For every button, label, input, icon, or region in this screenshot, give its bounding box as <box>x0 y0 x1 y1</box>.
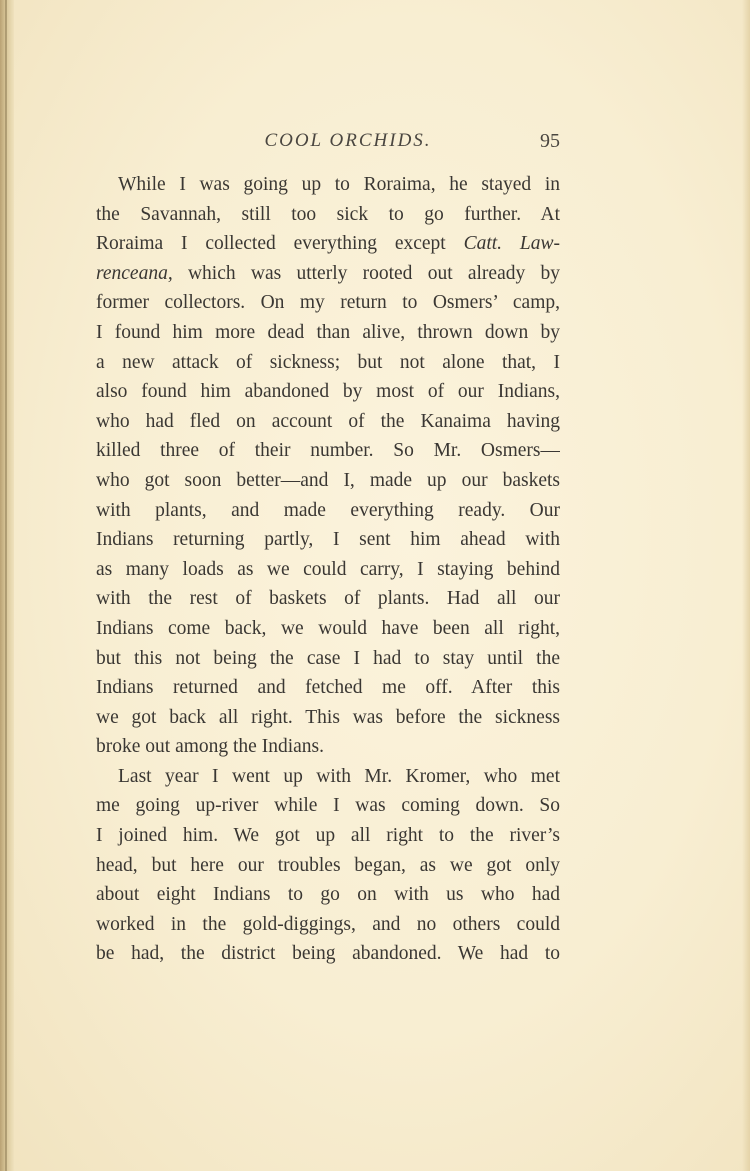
line-text: worked in the gold-diggings, and no others could <box>96 913 560 935</box>
line-text: broke out among the Indians. <box>96 736 324 758</box>
text-line <box>96 259 560 289</box>
line-text: but this not being the case I had to stay until the <box>96 647 560 669</box>
text-line <box>96 407 560 437</box>
text-line <box>96 377 560 407</box>
line-text: killed three of their number. So Mr. Osmers— <box>96 440 560 462</box>
text-line <box>96 703 560 733</box>
text-line <box>96 939 560 969</box>
line-text: While I was going up to Roraima, he stayed in <box>118 174 560 195</box>
text-line <box>96 525 560 555</box>
line-text: Indians returned and fetched me off. After this <box>96 677 560 699</box>
text-line <box>96 436 560 466</box>
line-text: I found him more dead than alive, thrown down by <box>96 321 560 343</box>
line-text: be had, the district being abandoned. We had to <box>96 943 560 965</box>
italic-text: renceana, <box>96 262 173 284</box>
text-line <box>96 614 560 644</box>
line-text: we got back all right. This was before the sickness <box>96 706 560 728</box>
line-text: as many loads as we could carry, I staying behind <box>96 558 560 580</box>
text-line <box>96 288 560 318</box>
line-text: former collectors. On my return to Osmers’ camp, <box>96 292 560 314</box>
line-text: Indians returning partly, I sent him ahead with <box>96 529 560 551</box>
italic-text: Catt. Law- <box>463 233 560 255</box>
text-line <box>96 732 560 762</box>
line-text: with the rest of baskets of plants. Had all our <box>96 588 560 610</box>
text-line <box>96 555 560 585</box>
text-line <box>96 584 560 614</box>
body-text <box>96 170 560 969</box>
text-line <box>96 910 560 940</box>
line-text: me going up-river while I was coming down. So <box>96 795 560 817</box>
line-text: Roraima I collected everything except <box>96 233 464 255</box>
page-number: 95 <box>540 130 560 152</box>
line-text: also found him abandoned by most of our Indians, <box>96 381 560 403</box>
text-line <box>96 496 560 526</box>
line-text: Last year I went up with Mr. Kromer, who met <box>118 765 560 787</box>
line-text: the Savannah, still too sick to go further. At <box>96 203 560 225</box>
text-line <box>96 791 560 821</box>
page-edge-shadow <box>742 0 750 1171</box>
line-text: which was utterly rooted out already by <box>172 262 560 284</box>
text-line <box>96 466 560 496</box>
text-line <box>96 821 560 851</box>
line-text: Indians come back, we would have been all right, <box>96 617 560 639</box>
text-line <box>96 318 560 348</box>
page-gutter <box>0 0 14 1171</box>
text-line <box>96 762 560 792</box>
line-text: head, but here our troubles began, as we got only <box>96 854 560 876</box>
line-text: who had fled on account of the Kanaima having <box>96 410 560 432</box>
text-line <box>96 348 560 378</box>
text-line <box>96 170 560 200</box>
line-text: about eight Indians to go on with us who had <box>96 884 560 906</box>
text-line <box>96 851 560 881</box>
line-text: a new attack of sickness; but not alone that, I <box>96 351 560 373</box>
text-line <box>96 880 560 910</box>
line-text: I joined him. We got up all right to the river’s <box>96 825 560 847</box>
running-title: COOL ORCHIDS. <box>264 130 432 151</box>
line-text: who got soon better—and I, made up our baskets <box>96 469 560 491</box>
text-line <box>96 673 560 703</box>
text-line <box>96 200 560 230</box>
text-line <box>96 644 560 674</box>
text-line <box>96 229 560 259</box>
gutter-binding-line <box>5 0 7 1171</box>
running-head <box>96 130 560 160</box>
line-text: with plants, and made everything ready. Our <box>96 499 560 521</box>
